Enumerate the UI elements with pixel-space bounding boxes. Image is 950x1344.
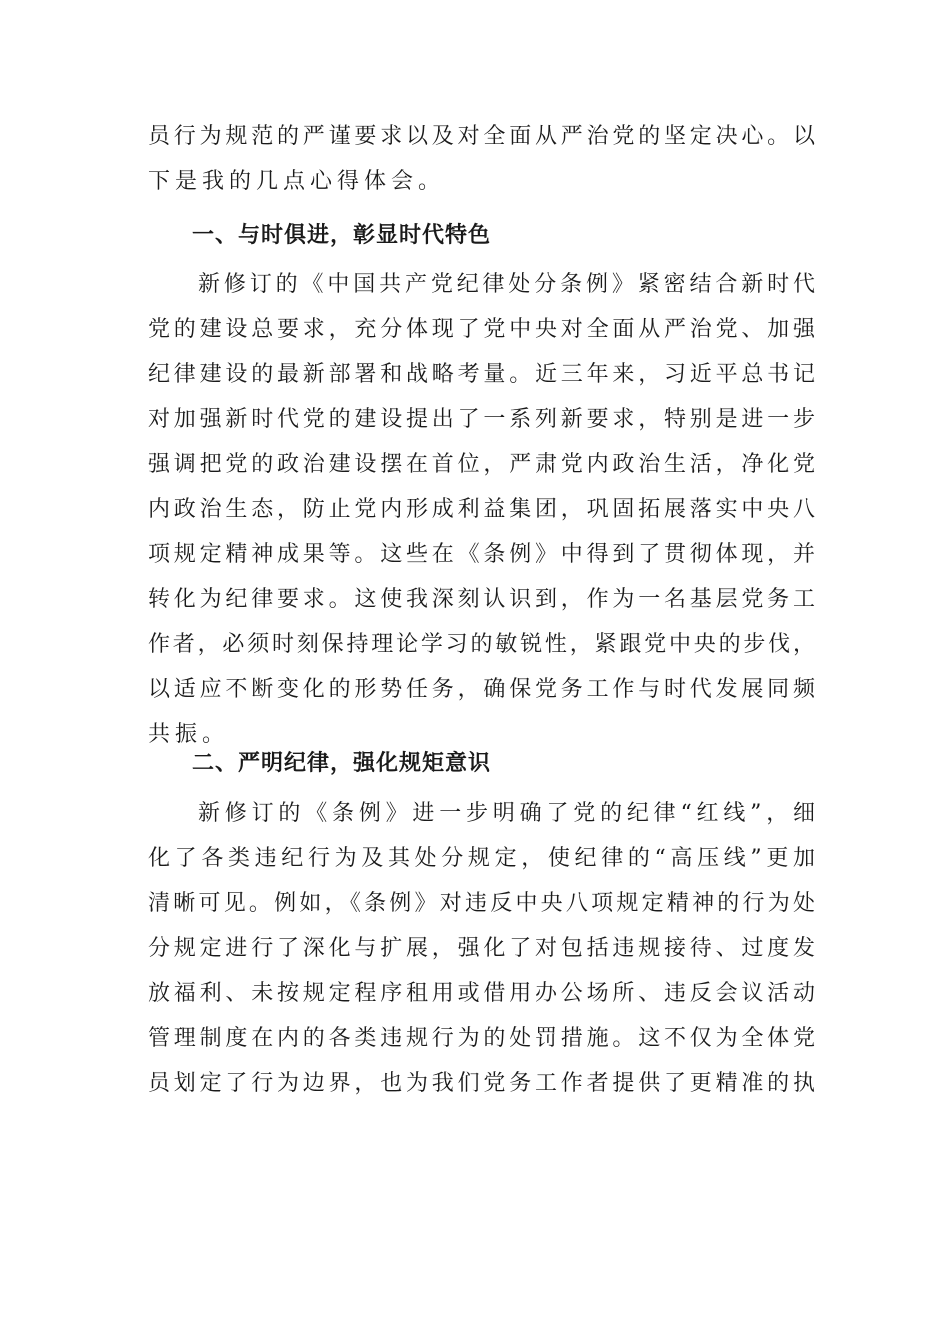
paragraph-line: 以适应不断变化的形势任务，确保党务工作与时代发展同频 xyxy=(148,677,816,702)
section-2 xyxy=(148,740,816,788)
paragraph-line: 新修订的《条例》进一步明确了党的纪律“红线”，细 xyxy=(198,801,816,826)
paragraph-line: 化了各类违纪行为及其处分规定，使纪律的“高压线”更加 xyxy=(148,846,816,871)
paragraph-line: 纪律建设的最新部署和战略考量。近三年来，习近平总书记 xyxy=(148,362,816,387)
paragraph-line: 共振。 xyxy=(148,722,230,747)
paragraph-line: 清晰可见。例如，《条例》对违反中央八项规定精神的行为处 xyxy=(148,891,816,916)
paragraph-line: 新修订的《中国共产党纪律处分条例》紧密结合新时代 xyxy=(198,272,816,297)
paragraph-line: 项规定精神成果等。这些在《条例》中得到了贯彻体现，并 xyxy=(148,542,816,567)
section-1-heading: 一、与时俱进，彰显时代特色 xyxy=(192,223,492,248)
paragraph-line: 员划定了行为边界，也为我们党务工作者提供了更精准的执 xyxy=(148,1071,816,1096)
paragraph-line: 分规定进行了深化与扩展，强化了对包括违规接待、过度发 xyxy=(148,936,816,961)
paragraph-line: 作者，必须时刻保持理论学习的敏锐性，紧跟党中央的步伐， xyxy=(148,632,816,657)
section-1 xyxy=(148,212,816,260)
paragraph-line: 对加强新时代党的建设提出了一系列新要求，特别是进一步 xyxy=(148,407,816,432)
paragraph-line: 管理制度在内的各类违规行为的处罚措施。这不仅为全体党 xyxy=(148,1026,816,1051)
section-2-heading: 二、严明纪律，强化规矩意识 xyxy=(192,751,492,776)
section-2-paragraph xyxy=(148,791,816,1106)
intro-line: 下是我的几点心得体会。 xyxy=(148,169,446,194)
intro-paragraph xyxy=(148,114,816,204)
intro-line: 员行为规范的严谨要求以及对全面从严治党的坚定决心。以 xyxy=(148,124,816,149)
paragraph-line: 党的建设总要求，充分体现了党中央对全面从严治党、加强 xyxy=(148,317,816,342)
paragraph-line: 放福利、未按规定程序租用或借用办公场所、违反会议活动 xyxy=(148,981,816,1006)
section-1-paragraph xyxy=(148,262,816,757)
paragraph-line: 强调把党的政治建设摆在首位，严肃党内政治生活，净化党 xyxy=(148,452,816,477)
paragraph-line: 转化为纪律要求。这使我深刻认识到，作为一名基层党务工 xyxy=(148,587,816,612)
paragraph-line: 内政治生态，防止党内形成利益集团，巩固拓展落实中央八 xyxy=(148,497,816,522)
